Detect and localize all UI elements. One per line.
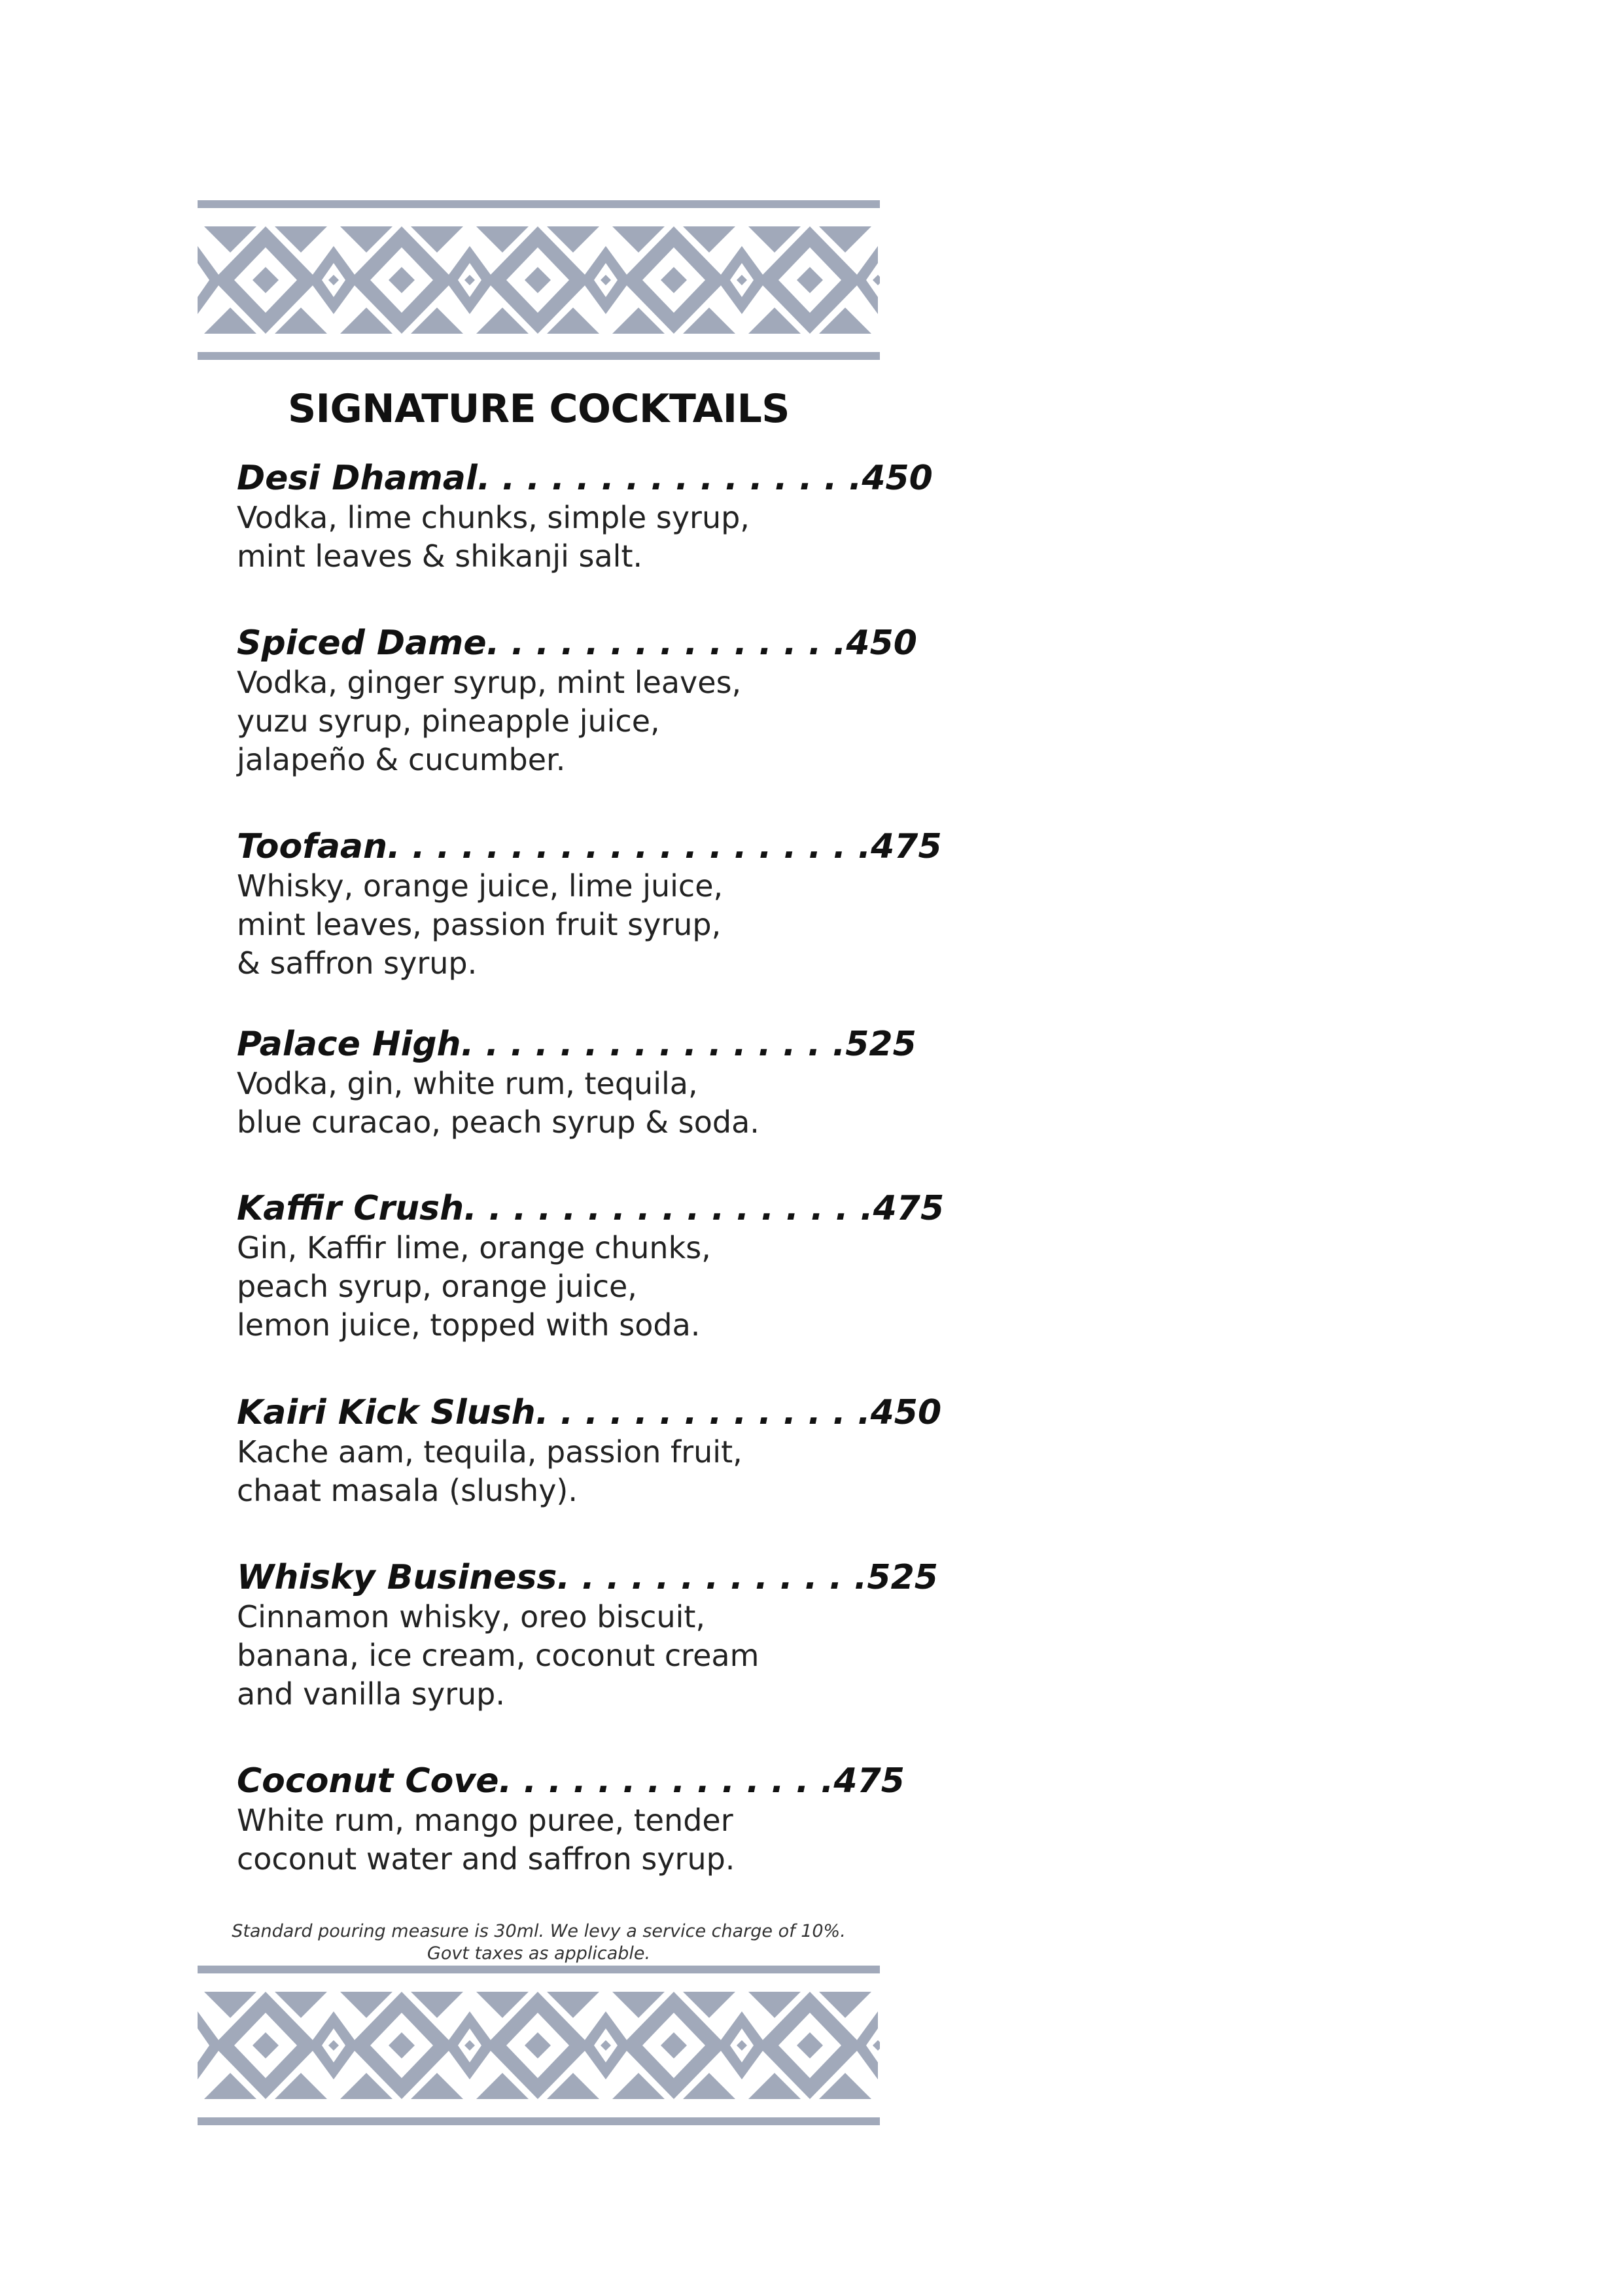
menu-item-price: 525 bbox=[845, 1025, 916, 1064]
menu-item-price: 525 bbox=[867, 1558, 938, 1597]
footer-note-line-1: Standard pouring measure is 30ml. We levy a service charge of 10%. bbox=[232, 1921, 846, 1941]
menu-item bbox=[237, 1761, 905, 1879]
menu-item-name: Palace High bbox=[237, 1025, 461, 1064]
menu-item-price: 475 bbox=[871, 827, 942, 866]
service-charge-note bbox=[198, 1920, 880, 1965]
menu-item-description: Cinnamon whisky, oreo biscuit, banana, ice cream, coconut cream and vanilla syrup. bbox=[237, 1599, 759, 1712]
menu-item bbox=[237, 1188, 945, 1345]
menu-item-description: White rum, mango puree, tender coconut water and saffron syrup. bbox=[237, 1803, 735, 1877]
menu-item-name: Spiced Dame bbox=[237, 624, 487, 663]
menu-item-price: 475 bbox=[833, 1761, 905, 1801]
menu-item-name: Desi Dhamal bbox=[237, 459, 478, 498]
menu-item-price: 450 bbox=[870, 1393, 942, 1432]
menu-item-description: Vodka, gin, white rum, tequila, blue curacao, peach syrup & soda. bbox=[237, 1066, 759, 1140]
menu-item-name: Coconut Cove bbox=[237, 1761, 499, 1801]
menu-item bbox=[237, 623, 917, 779]
menu-item-header bbox=[237, 458, 933, 499]
menu-item bbox=[237, 1392, 942, 1510]
menu-item-header bbox=[237, 1557, 938, 1598]
menu-item bbox=[237, 1024, 916, 1142]
menu-item-description: Kache aam, tequila, passion fruit, chaat masala (slushy). bbox=[237, 1434, 742, 1508]
dot-leader: . . . . . . . . . . . . . . . bbox=[486, 624, 846, 663]
footer-note-line-2: Govt taxes as applicable. bbox=[427, 1943, 651, 1964]
dot-leader: . . . . . . . . . . . . . . . . . bbox=[464, 1189, 873, 1228]
top-decorative-border bbox=[198, 200, 880, 360]
menu-item-header bbox=[237, 826, 942, 867]
menu-item bbox=[237, 1557, 938, 1714]
menu-item-description: Vodka, ginger syrup, mint leaves, yuzu syrup, pineapple juice, jalapeño & cucumber. bbox=[237, 665, 742, 777]
menu-item-header bbox=[237, 623, 917, 663]
menu-item-price: 450 bbox=[862, 459, 933, 498]
menu-title: SIGNATURE COCKTAILS bbox=[287, 386, 790, 432]
menu-item bbox=[237, 826, 942, 983]
dot-leader: . . . . . . . . . . . . . bbox=[557, 1558, 867, 1597]
menu-item-description: Gin, Kaffir lime, orange chunks, peach syrup, orange juice, lemon juice, topped with soda. bbox=[237, 1230, 711, 1343]
menu-item-name: Toofaan bbox=[237, 827, 388, 866]
dot-leader: . . . . . . . . . . . . . . bbox=[535, 1393, 871, 1432]
menu-item-name: Whisky Business bbox=[237, 1558, 557, 1597]
menu-item-description: Whisky, orange juice, lime juice, mint leaves, passion fruit syrup, & saffron syrup. bbox=[237, 868, 724, 981]
menu-item-name: Kairi Kick Slush bbox=[237, 1393, 536, 1432]
menu-item-header bbox=[237, 1761, 905, 1801]
aztec-border-pattern-icon bbox=[198, 1966, 880, 2125]
menu-item-header bbox=[237, 1392, 942, 1433]
menu-item-description: Vodka, lime chunks, simple syrup, mint leaves & shikanji salt. bbox=[237, 500, 750, 574]
dot-leader: . . . . . . . . . . . . . . . . bbox=[461, 1025, 846, 1064]
menu-item bbox=[237, 458, 933, 576]
aztec-border-pattern-icon bbox=[198, 200, 880, 360]
menu-item-name: Kaffir Crush bbox=[237, 1189, 464, 1228]
dot-leader: . . . . . . . . . . . . . . bbox=[498, 1761, 834, 1801]
dot-leader: . . . . . . . . . . . . . . . . bbox=[477, 459, 862, 498]
menu-item-header bbox=[237, 1024, 916, 1065]
menu-item-header bbox=[237, 1188, 945, 1229]
menu-item-price: 475 bbox=[873, 1189, 945, 1228]
bottom-decorative-border bbox=[198, 1966, 880, 2125]
menu-item-price: 450 bbox=[846, 624, 917, 663]
dot-leader: . . . . . . . . . . . . . . . . . . . . bbox=[387, 827, 871, 866]
